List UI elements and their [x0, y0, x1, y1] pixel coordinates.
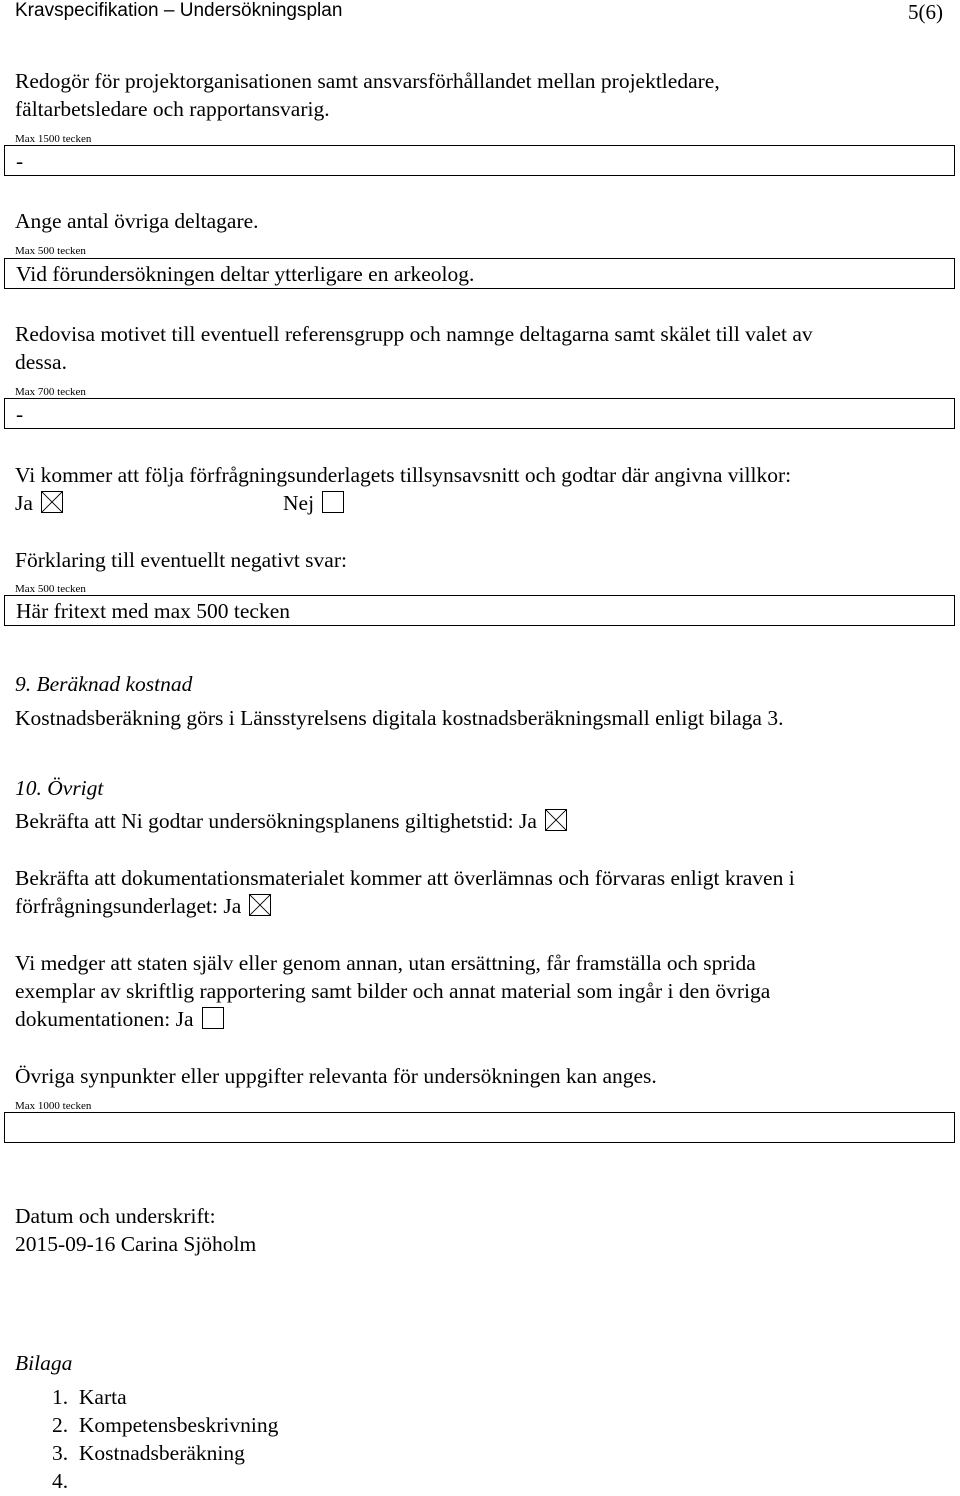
attachment-item	[52, 1383, 127, 1412]
reference-question-line2: dessa.	[15, 350, 67, 374]
attachment-num: 4.	[52, 1469, 69, 1493]
confirm-validity	[15, 807, 567, 836]
participants-field[interactable]	[4, 258, 955, 289]
attachment-label: Kompetensbeskrivning	[78, 1413, 279, 1437]
other-question: Övriga synpunkter eller uppgifter relevanta för undersökningen kan anges.	[15, 1064, 657, 1088]
supervision-no-label: Nej	[283, 491, 315, 515]
attachment-label: Kostnadsberäkning	[78, 1441, 245, 1465]
participants-limit: Max 500 tecken	[15, 245, 86, 257]
organisation-question: Redogör för projektorganisationen samt ansvarsförhållandet mellan projektledare,	[15, 69, 720, 93]
reference-limit: Max 700 tecken	[15, 386, 86, 398]
signature-value: 2015-09-16 Carina Sjöholm	[15, 1232, 257, 1256]
organisation-field[interactable]	[4, 145, 955, 176]
participants-value: Vid förundersökningen deltar ytterligare en arkeolog.	[16, 262, 475, 286]
confirm-documentation-label: förfrågningsunderlaget: Ja	[15, 894, 242, 918]
explanation-limit: Max 500 tecken	[15, 583, 86, 595]
explanation-field[interactable]	[4, 595, 955, 626]
supervision-question: Vi kommer att följa förfrågningsunderlagets tillsynsavsnitt och godtar där angivna villkor:	[15, 463, 792, 487]
organisation-question-line2: fältarbetsledare och rapportansvarig.	[15, 97, 330, 121]
attachment-item	[52, 1411, 278, 1440]
reference-value: -	[16, 402, 24, 426]
consent	[15, 1005, 224, 1034]
confirm-documentation-checkbox[interactable]	[249, 894, 271, 916]
consent-line2: exemplar av skriftlig rapportering samt bilder och annat material som ingår i den övriga	[15, 979, 771, 1003]
signature-label: Datum och underskrift:	[15, 1204, 216, 1228]
confirm-validity-label: Bekräfta att Ni godtar undersökningsplanens giltighetstid: Ja	[15, 809, 537, 833]
attachment-item	[52, 1467, 79, 1496]
consent-line1: Vi medger att staten själv eller genom annan, utan ersättning, får framställa och sprida	[15, 951, 756, 975]
confirm-validity-checkbox[interactable]	[545, 809, 567, 831]
attachment-num: 1.	[52, 1385, 69, 1409]
check-x-icon	[546, 810, 566, 830]
supervision-yes-checkbox[interactable]	[41, 491, 63, 513]
section10-heading: 10. Övrigt	[15, 776, 104, 800]
section9-heading: 9. Beräknad kostnad	[15, 672, 193, 696]
document-title: Kravspecifikation – Undersökningsplan	[15, 0, 343, 21]
explanation-value: Här fritext med max 500 tecken	[16, 599, 291, 623]
confirm-documentation-line1: Bekräfta att dokumentationsmaterialet kommer att överlämnas och förvaras enligt kraven i	[15, 866, 795, 890]
check-x-icon	[42, 492, 62, 512]
reference-question: Redovisa motivet till eventuell referensgrupp och namnge deltagarna samt skälet till valet av	[15, 322, 813, 346]
supervision-no-checkbox[interactable]	[322, 491, 344, 513]
other-limit: Max 1000 tecken	[15, 1100, 92, 1112]
participants-question: Ange antal övriga deltagare.	[15, 209, 259, 233]
attachment-label: Karta	[78, 1385, 127, 1409]
other-field[interactable]	[4, 1112, 955, 1143]
reference-field[interactable]	[4, 398, 955, 429]
attachments-heading: Bilaga	[15, 1351, 73, 1375]
consent-label: dokumentationen: Ja	[15, 1007, 194, 1031]
explanation-question: Förklaring till eventuellt negativt svar:	[15, 548, 347, 572]
check-x-icon	[250, 895, 270, 915]
confirm-documentation	[15, 892, 271, 921]
supervision-no	[283, 489, 344, 518]
organisation-value: -	[16, 149, 24, 173]
supervision-yes	[15, 489, 63, 518]
attachment-num: 2.	[52, 1413, 69, 1437]
page-number: 5(6)	[908, 0, 943, 24]
attachment-num: 3.	[52, 1441, 69, 1465]
section9-text: Kostnadsberäkning görs i Länsstyrelsens digitala kostnadsberäkningsmall enligt bilaga 3.	[15, 706, 784, 730]
consent-checkbox[interactable]	[202, 1007, 224, 1029]
organisation-limit: Max 1500 tecken	[15, 133, 92, 145]
supervision-yes-label: Ja	[15, 491, 33, 515]
attachment-item	[52, 1439, 245, 1468]
